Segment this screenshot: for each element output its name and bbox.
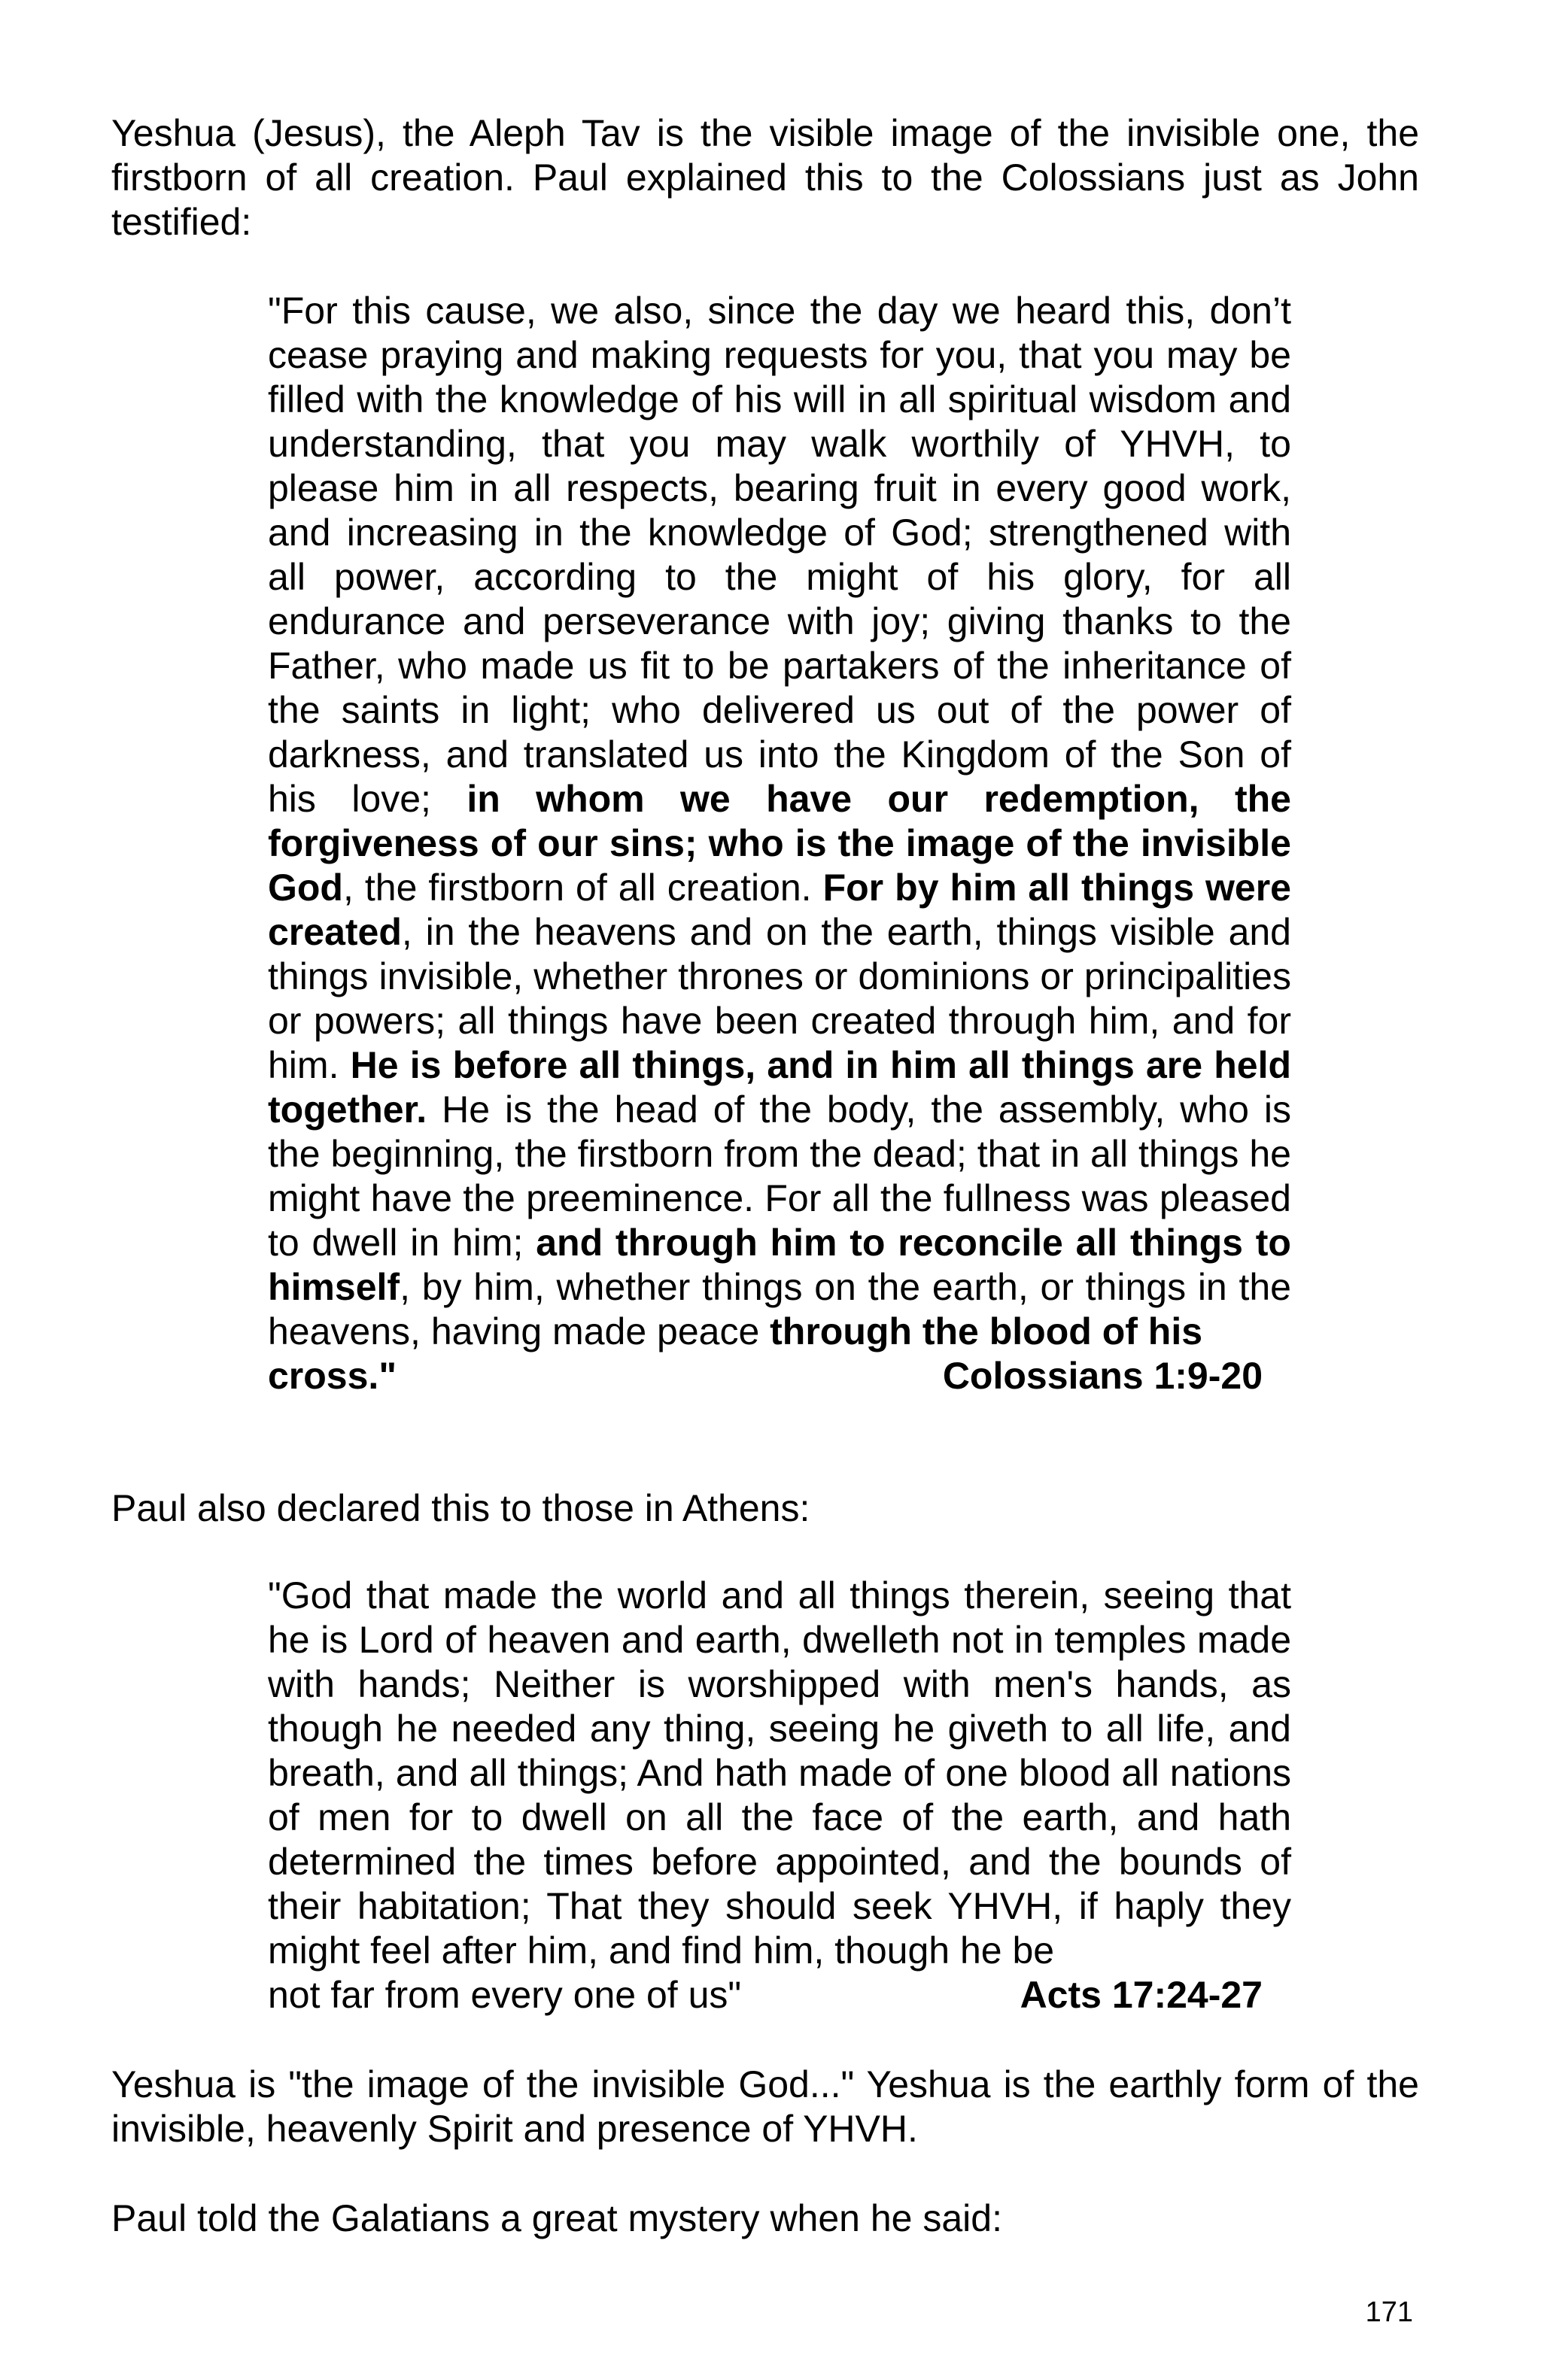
intro-paragraph: Yeshua (Jesus), the Aleph Tav is the visible image of the invisible one, the firstborn of all creation. Paul explained this to the Colossians just as John testified: (111, 112, 1419, 243)
acts-quote (268, 1574, 1291, 2017)
page-number: 171 (1365, 2297, 1413, 2328)
scripture-reference: Colossians 1:9-20 (942, 1355, 1263, 1397)
quote-text: , by him, whether things on the earth, or things in the heavens, having made peace (268, 1266, 1291, 1352)
quote-bold-text: in whom we have our redemption, the forgiveness of our sins; who is the image of the invisible God (268, 778, 1291, 909)
quote-bold-text: through the blood of his (770, 1310, 1203, 1352)
quote-text: "For this cause, we also, since the day we heard this, don’t cease praying and making requests for you, that you may be filled with the knowledge of his will in all spiritual wisdom and understanding, that you may walk worthily of YHVH, to please him in all respects, bearing fruit in every good work, and increasing in the knowledge of God; strengthened with all power, according to the might of his glory, for all endurance and perseverance with joy; giving thanks to the Father, who made us fit to be partakers of the inheritance of the saints in light; who delivered us out of the power of darkness, and translated us into the Kingdom of the Son of his love; (268, 290, 1291, 820)
scripture-reference: Acts 17:24-27 (1020, 1974, 1263, 2016)
galatians-paragraph: Paul told the Galatians a great mystery when he said: (111, 2197, 1002, 2239)
quote-text: , the firstborn of all creation. (342, 867, 823, 909)
quote-bold-text: He is before all things, and in him all things are held together. (268, 1044, 1292, 1131)
quote-end: cross." (268, 1355, 397, 1397)
quote-text: "God that made the world and all things therein, seeing that he is Lord of heaven and earth, dwelleth not in temples made with hands; Neither is worshipped with men's hands, as though he needed any thing, seeing he giveth to all life, and breath, and all things; And hath made of one blood all nations of men for to dwell on all the face of the earth, and hath determined the times before appointed, and the bounds of their habitation; That they should seek YHVH, if haply they might feel after him, and find him, though he be (268, 1574, 1291, 1972)
quote-reference-line (268, 1973, 1263, 2017)
quote-reference-line (268, 1354, 1263, 1398)
quote-text: , in the heavens and on the earth, things visible and things invisible, whether thrones or dominions or principalities or powers; all things have been created through him, and for him. (268, 911, 1291, 1086)
quote-end: not far from every one of us" (268, 1974, 742, 2016)
quote-text: He is the head of the body, the assembly, who is the beginning, the firstborn from the dead; that in all things he might have the preeminence. For all the fullness was pleased to dwell in him; (268, 1088, 1291, 1264)
quote-bold-text: and through him to reconcile all things to himself (268, 1222, 1291, 1308)
athens-paragraph: Paul also declared this to those in Athens: (111, 1487, 810, 1529)
image-paragraph: Yeshua is "the image of the invisible God..." Yeshua is the earthly form of the invisible, heavenly Spirit and presence of YHVH. (111, 2063, 1419, 2150)
colossians-quote (268, 289, 1291, 1398)
quote-bold-text: For by him all things were created (268, 867, 1291, 953)
